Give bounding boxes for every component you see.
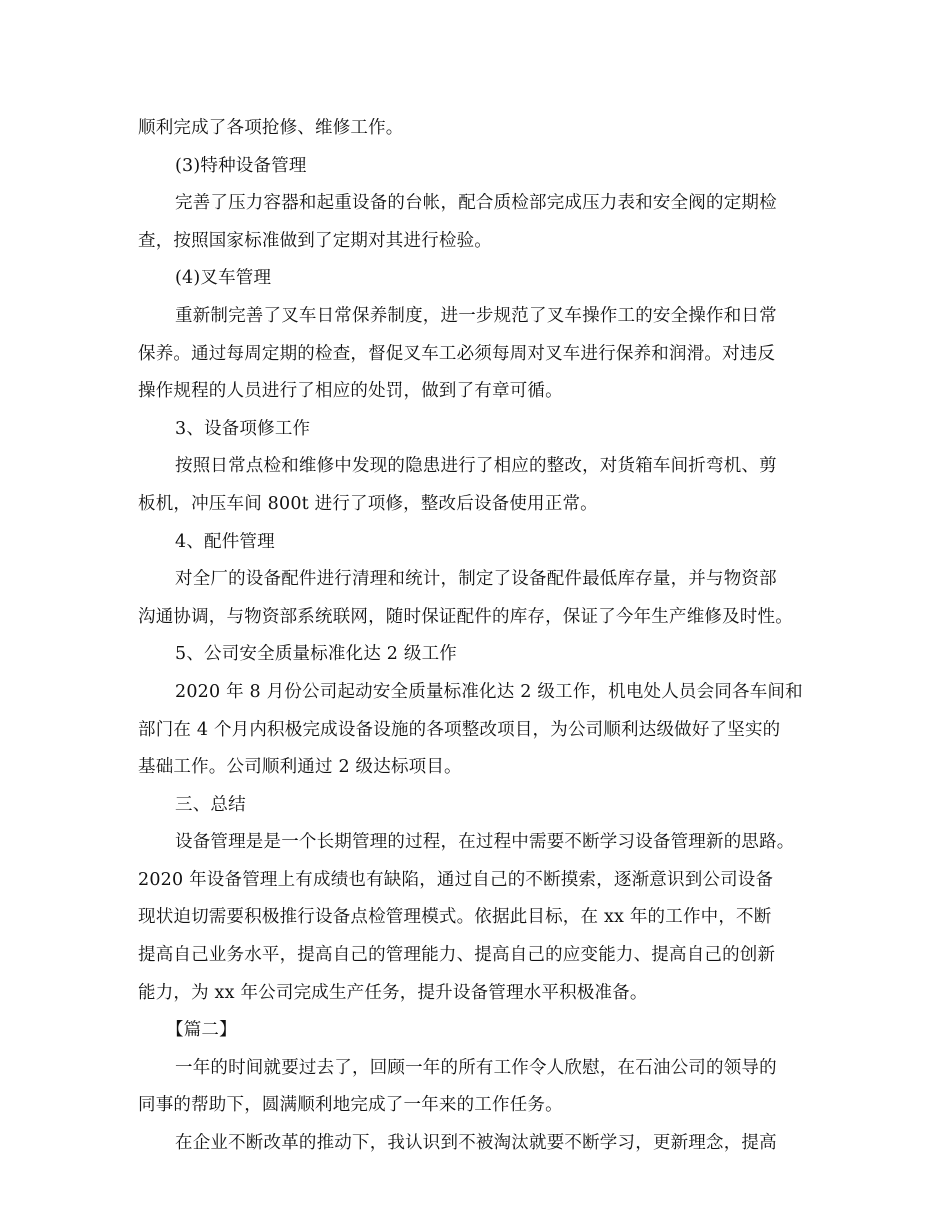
text-line: 重新制完善了叉车日常保养制度，进一步规范了叉车操作工的安全操作和日常: [175, 305, 777, 326]
text-line: 操作规程的人员进行了相应的处罚，做到了有章可循。: [138, 381, 563, 402]
text-line: 同事的帮助下，圆满顺利地完成了一年来的工作任务。: [138, 1095, 563, 1116]
text-line: 现状迫切需要积极推行设备点检管理模式。依据此目标，在 xx 年的工作中，不断: [138, 907, 772, 928]
text-line: (4)叉车管理: [175, 268, 272, 289]
text-line: 能力，为 xx 年公司完成生产任务，提升设备管理水平积极准备。: [138, 982, 648, 1003]
text-line: 4、配件管理: [175, 531, 275, 552]
text-line: 三、总结: [175, 794, 246, 815]
text-line: 完善了压力容器和起重设备的台帐，配合质检部完成压力表和安全阀的定期检: [175, 193, 777, 214]
text-line: 5、公司安全质量标准化达 2 级工作: [175, 644, 457, 665]
text-line: 2020 年设备管理上有成绩也有缺陷，通过自己的不断摸索，逐渐意识到公司设备: [138, 869, 774, 890]
text-line: 部门在 4 个月内积极完成设备设施的各项整改项目，为公司顺利达级做好了坚实的: [138, 719, 781, 740]
text-line: 在企业不断改革的推动下，我认识到不被淘汰就要不断学习，更新理念，提高: [175, 1133, 777, 1154]
text-line: 板机，冲压车间 800t 进行了项修，整改后设备使用正常。: [138, 493, 598, 514]
text-line: 沟通协调，与物资部系统联网，随时保证配件的库存，保证了今年生产维修及时性。: [138, 606, 793, 627]
text-line: 查，按照国家标准做到了定期对其进行检验。: [138, 230, 492, 251]
text-line: 3、设备项修工作: [175, 418, 311, 439]
text-line: (3)特种设备管理: [175, 155, 307, 176]
text-line: 基础工作。公司顺利通过 2 级达标项目。: [138, 757, 462, 778]
text-line: 【篇二】: [166, 1020, 237, 1041]
text-line: 提高自己业务水平，提高自己的管理能力、提高自己的应变能力、提高自己的创新: [138, 945, 776, 966]
text-line: 保养。通过每周定期的检查，督促叉车工必须每周对叉车进行保养和润滑。对违反: [138, 343, 776, 364]
text-line: 对全厂的设备配件进行清理和统计，制定了设备配件最低库存量，并与物资部: [175, 569, 777, 590]
text-line: 2020 年 8 月份公司起动安全质量标准化达 2 级工作，机电处人员会同各车间和: [175, 681, 803, 702]
text-line: 设备管理是是一个长期管理的过程，在过程中需要不断学习设备管理新的思路。: [175, 832, 795, 853]
document-body: [138, 110, 828, 1163]
text-line: 一年的时间就要过去了，回顾一年的所有工作令人欣慰，在石油公司的领导的: [175, 1057, 777, 1078]
text-line: 顺利完成了各项抢修、维修工作。: [138, 118, 404, 138]
text-line: 按照日常点检和维修中发现的隐患进行了相应的整改，对货箱车间折弯机、剪: [175, 456, 777, 477]
